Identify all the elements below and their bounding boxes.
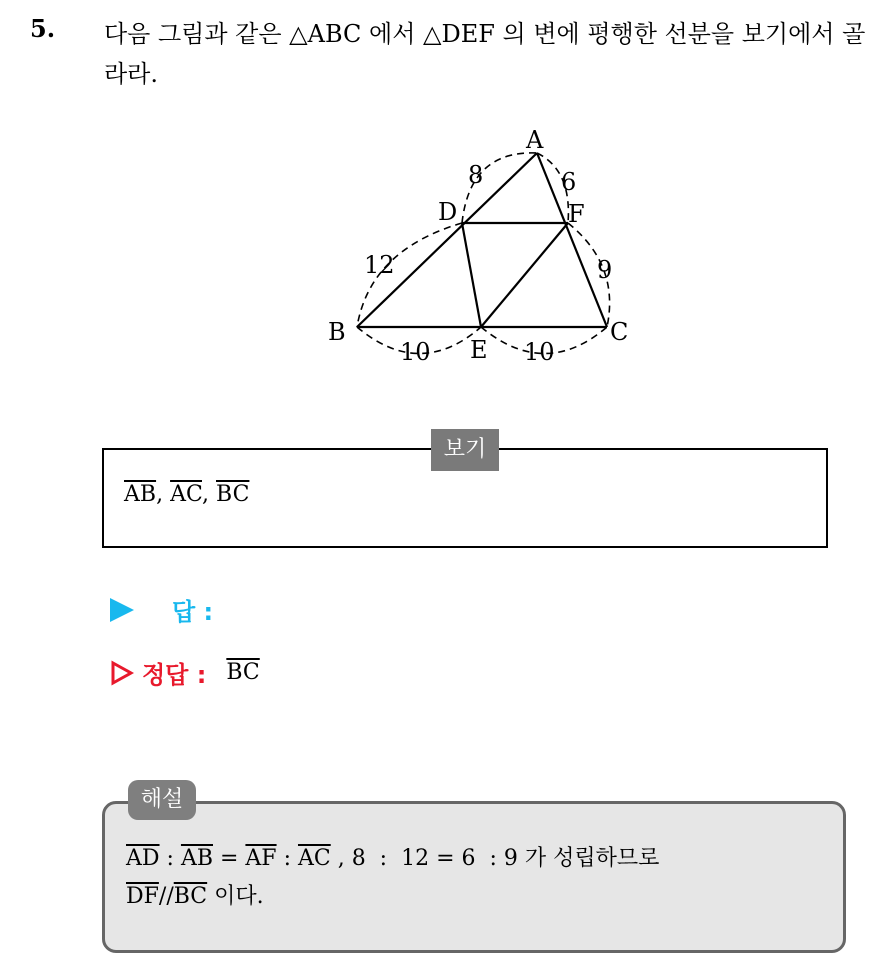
length-ec: 10 bbox=[524, 338, 555, 366]
length-ad: 8 bbox=[468, 161, 484, 189]
triangle-figure bbox=[320, 120, 650, 370]
segment: $\overline{AF}$ bbox=[245, 846, 277, 871]
symbol: = bbox=[213, 846, 246, 871]
label-e: E bbox=[470, 336, 488, 364]
side-de bbox=[462, 223, 481, 327]
length-fc: 9 bbox=[597, 256, 613, 284]
bogi-item: $\overline{AB}$ bbox=[124, 482, 157, 507]
label-c: C bbox=[610, 318, 629, 346]
answer-label: 답 : bbox=[172, 598, 214, 626]
length-be: 10 bbox=[400, 338, 431, 366]
segment: $\overline{BC}$ bbox=[173, 884, 208, 909]
length-af: 6 bbox=[561, 168, 577, 196]
correct-answer-row bbox=[110, 655, 260, 690]
answer-row bbox=[110, 592, 213, 627]
bogi-item: $\overline{AC}$ bbox=[170, 482, 202, 507]
bogi-label: 보기 bbox=[431, 429, 499, 471]
label-b: B bbox=[328, 318, 346, 346]
bogi-separator: , bbox=[156, 482, 164, 507]
correct-answer-value: $\overline{BC}$ bbox=[226, 660, 260, 685]
bogi-item: $\overline{BC}$ bbox=[216, 482, 250, 507]
segment: $\overline{AD}$ bbox=[126, 846, 160, 871]
symbol: : bbox=[276, 846, 298, 871]
explanation-rest: 이다. bbox=[207, 884, 264, 909]
segment: $\overline{AB}$ bbox=[180, 846, 213, 871]
bogi-items bbox=[124, 482, 249, 507]
explanation-rest: , 8 : 12 = 6 : 9 가 성립하므로 bbox=[330, 846, 660, 871]
label-a: A bbox=[526, 126, 544, 154]
side-ef bbox=[481, 223, 568, 327]
explanation-label: 해설 bbox=[128, 780, 196, 820]
symbol: : bbox=[159, 846, 181, 871]
correct-answer-label: 정답 : bbox=[142, 661, 207, 689]
triangle-diagram bbox=[320, 120, 650, 370]
label-d: D bbox=[438, 198, 458, 226]
label-f: F bbox=[568, 200, 585, 228]
bogi-separator: , bbox=[202, 482, 209, 507]
outline-triangle-icon bbox=[110, 660, 134, 686]
segment: $\overline{DF}$ bbox=[126, 884, 159, 909]
explanation-line-1 bbox=[126, 840, 826, 878]
side-ab bbox=[357, 153, 537, 327]
question-number: 5. bbox=[30, 14, 56, 43]
parallel-symbol: // bbox=[158, 884, 174, 909]
question-text: 다음 그림과 같은 △ABC 에서 △DEF 의 변에 평행한 선분을 보기에서 골라라. bbox=[104, 20, 866, 88]
segment: $\overline{AC}$ bbox=[297, 846, 331, 871]
play-triangle-icon bbox=[110, 598, 134, 622]
length-db: 12 bbox=[364, 251, 395, 279]
explanation-text bbox=[126, 840, 826, 916]
explanation-line-2 bbox=[126, 878, 826, 916]
